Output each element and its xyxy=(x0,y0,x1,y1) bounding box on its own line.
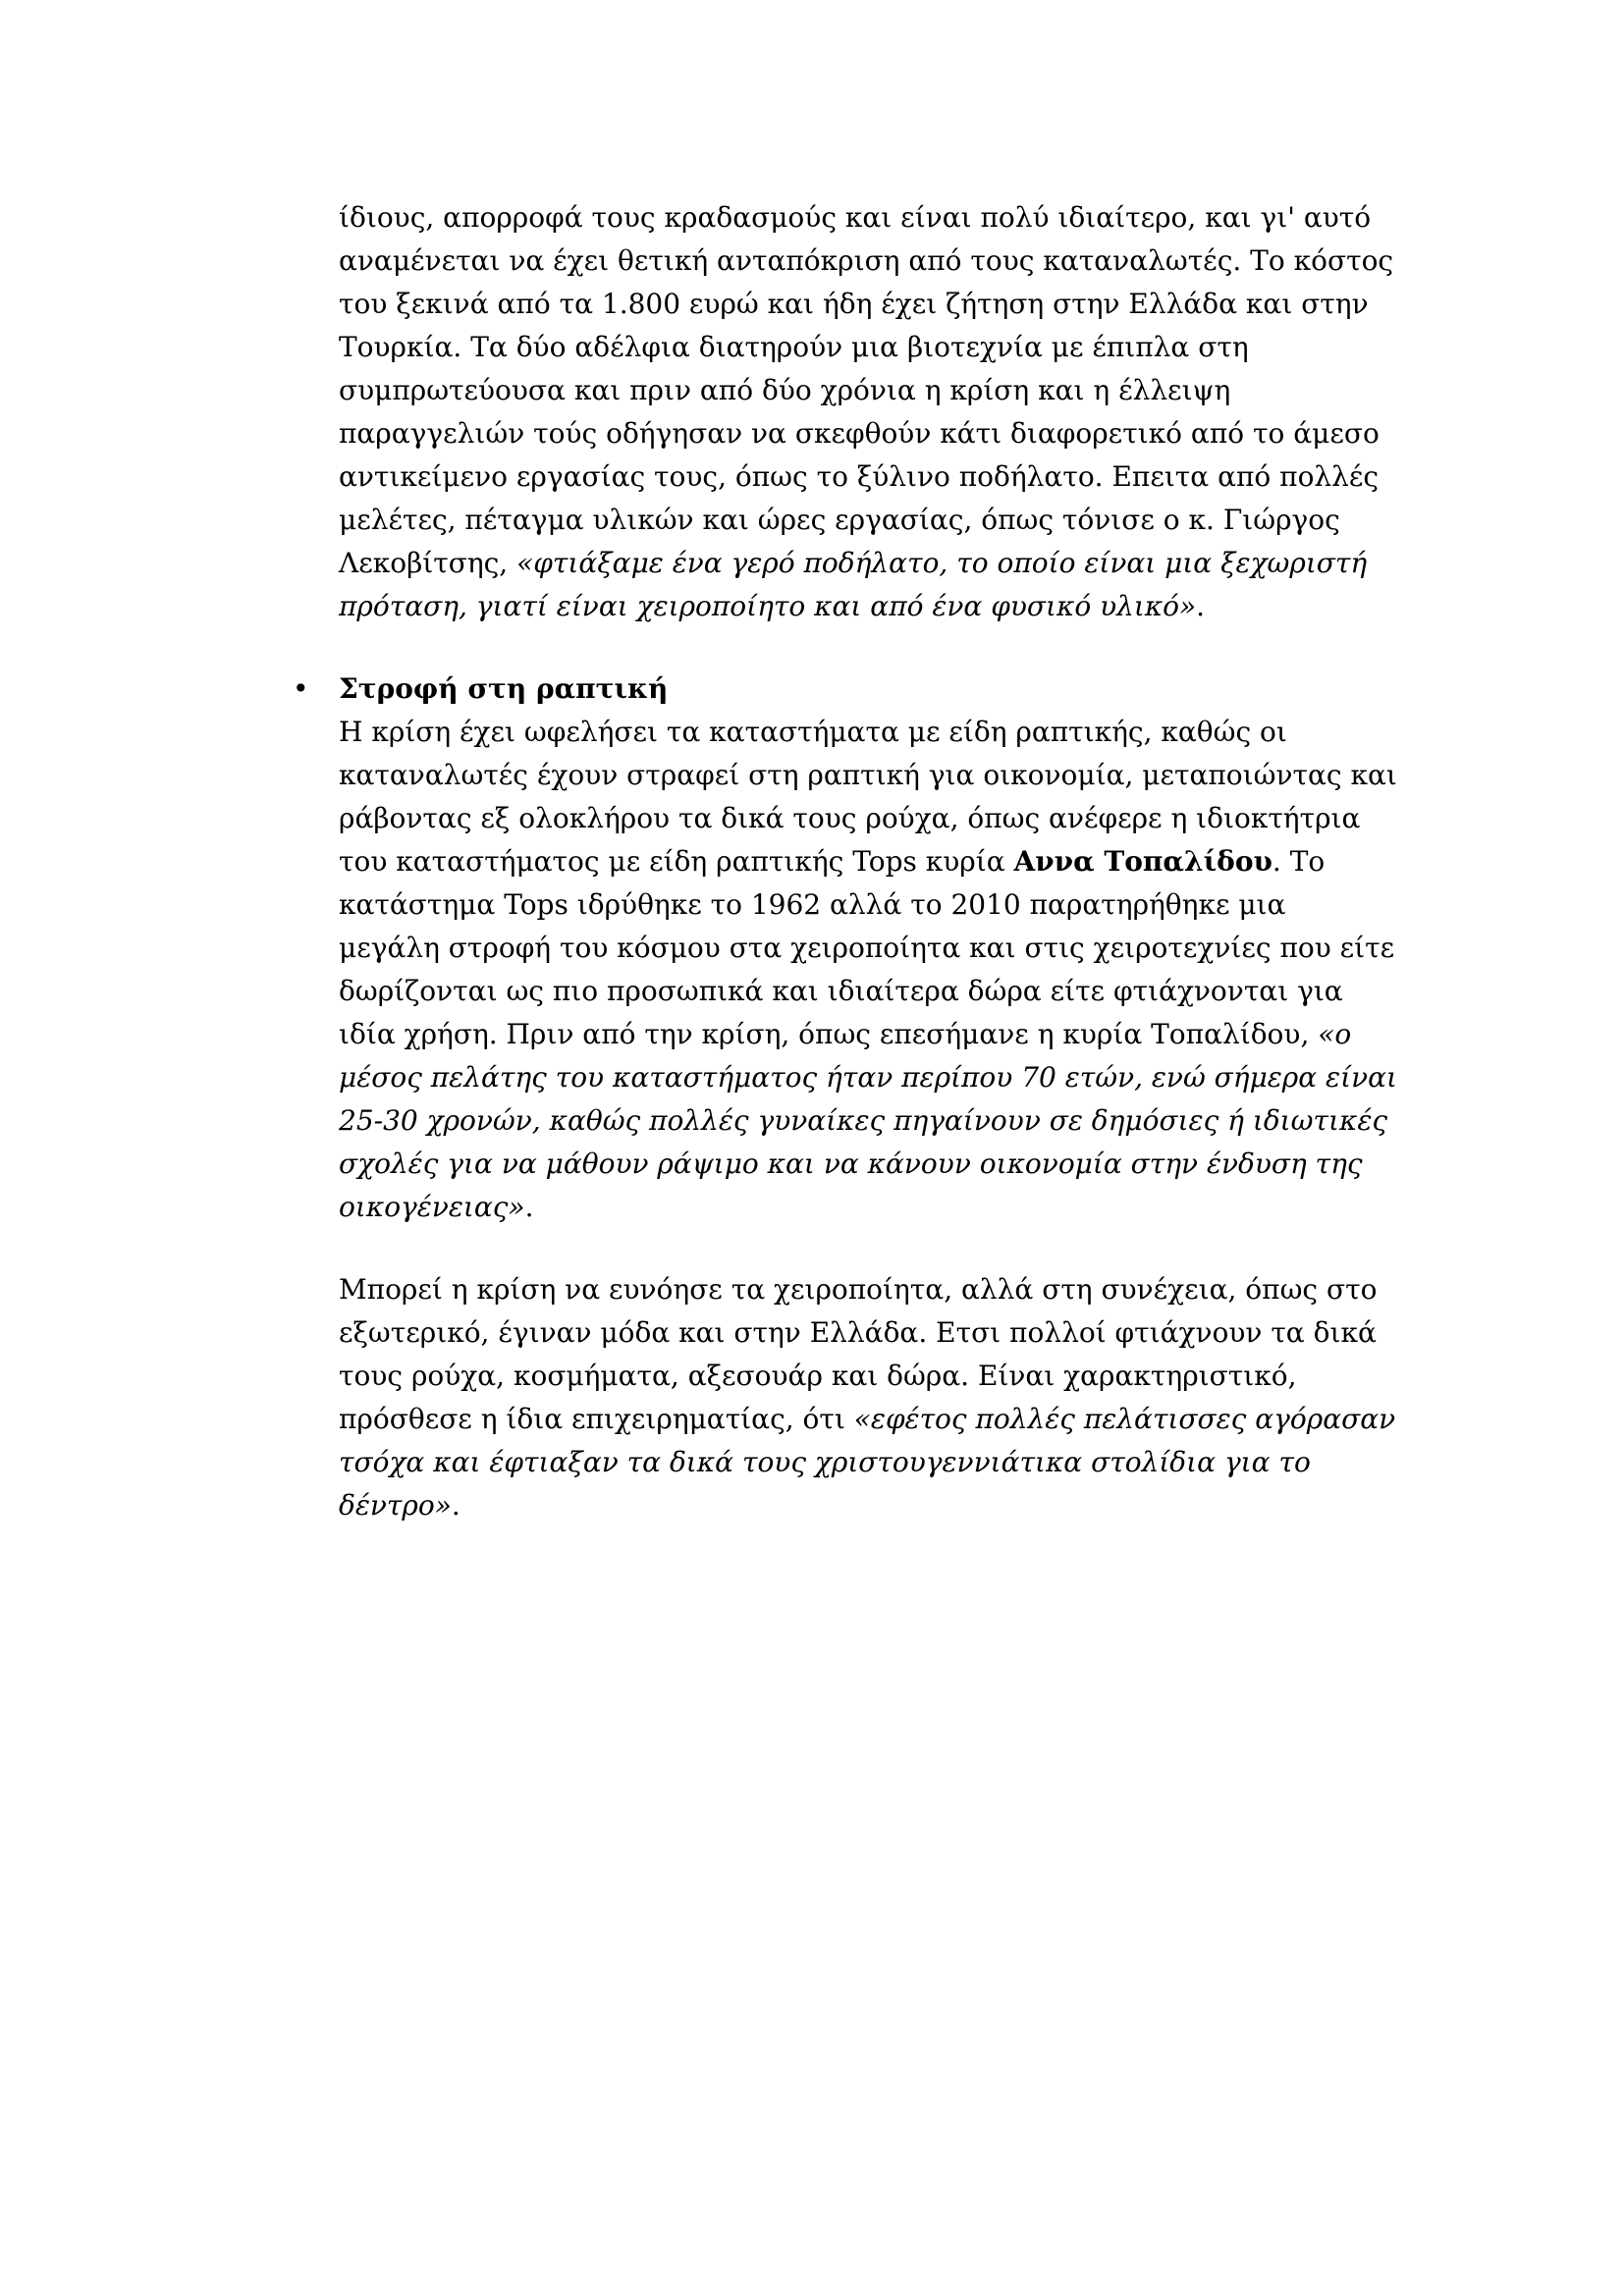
italic-text-run: δέντρο» xyxy=(339,1489,452,1522)
italic-text-run: «φτιάξαμε ένα γερό ποδήλατο, το οποίο είναι μια ξεχωριστή xyxy=(516,547,1368,579)
text-run: αντικείμενο εργασίας τους, όπως το ξύλινο ποδήλατο. Επειτα από πολλές xyxy=(339,460,1380,493)
text-line xyxy=(339,240,1404,283)
text-line xyxy=(339,1186,1404,1229)
bullet-icon: • xyxy=(293,672,309,705)
italic-text-run: τσόχα και έφτιαξαν τα δικά τους χριστουγεννιάτικα στολίδια για το xyxy=(339,1446,1311,1478)
text-line xyxy=(339,196,1404,240)
text-run: κατάστημα Tops ιδρύθηκε το 1962 αλλά το 2010 παρατηρήθηκε μια xyxy=(339,888,1286,921)
text-run: ίδιους, απορροφά τους κραδασμούς και είναι πολύ ιδιαίτερο, και γι' αυτό xyxy=(339,201,1372,234)
text-run: . xyxy=(451,1489,460,1522)
text-line xyxy=(339,412,1404,455)
text-line xyxy=(339,326,1404,369)
text-line xyxy=(339,797,1404,840)
text-line xyxy=(339,1143,1404,1186)
text-run: Λεκοβίτσης, xyxy=(339,547,517,579)
italic-text-run: οικογένειας» xyxy=(339,1191,525,1223)
italic-text-run: 25-30 χρονών, καθώς πολλές γυναίκες πηγαίνουν σε δημόσιες ή ιδιωτικές xyxy=(339,1104,1388,1137)
text-line xyxy=(339,927,1404,970)
bold-text-run: Στροφή στη ραπτική xyxy=(339,672,669,705)
text-line xyxy=(339,1484,1404,1527)
text-line xyxy=(339,1398,1404,1441)
text-run: του ξεκινά από τα 1.800 ευρώ και ήδη έχει ζήτηση στην Ελλάδα και στην xyxy=(339,288,1369,320)
text-line xyxy=(339,1013,1404,1056)
text-line xyxy=(339,1355,1404,1398)
text-run: μελέτες, πέταγμα υλικών και ώρες εργασίας, όπως τόνισε ο κ. Γιώργος xyxy=(339,504,1340,536)
text-line xyxy=(339,711,1404,754)
text-line xyxy=(339,1099,1404,1143)
text-run: του καταστήματος με είδη ραπτικής Tops κυρία xyxy=(339,845,1014,878)
italic-text-run: πρόταση, γιατί είναι χειροποίητο και από ένα φυσικό υλικό» xyxy=(339,590,1197,622)
text-run: ιδία χρήση. Πριν από την κρίση, όπως επεσήμανε η κυρία Τοπαλίδου, xyxy=(339,1018,1319,1050)
text-content xyxy=(293,196,1404,1527)
text-line xyxy=(339,883,1404,927)
text-run: Μπορεί η κρίση να ευνόησε τα χειροποίητα, αλλά στη συνέχεια, όπως στο xyxy=(339,1273,1378,1306)
text-run: Τουρκία. Τα δύο αδέλφια διατηρούν μια βιοτεχνία με έπιπλα στη xyxy=(339,331,1249,363)
text-line xyxy=(339,1268,1404,1311)
text-run: συμπρωτεύουσα και πριν από δύο χρόνια η κρίση και η έλλειψη xyxy=(339,374,1231,406)
text-line xyxy=(339,754,1404,797)
bold-text-run: Αννα Τοπαλίδου xyxy=(1013,845,1272,878)
text-run: εξωτερικό, έγιναν μόδα και στην Ελλάδα. Ετσι πολλοί φτιάχνουν τα δικά xyxy=(339,1316,1377,1349)
text-line xyxy=(339,283,1404,326)
text-line xyxy=(339,585,1404,628)
text-run: αναμένεται να έχει θετική ανταπόκριση από τους καταναλωτές. Το κόστος xyxy=(339,244,1394,277)
text-run: . xyxy=(1196,590,1206,622)
text-line xyxy=(339,970,1404,1013)
text-line xyxy=(339,1441,1404,1484)
text-run: μεγάλη στροφή του κόσμου στα χειροποίητα και στις χειροτεχνίες που είτε xyxy=(339,932,1395,964)
text-run: . xyxy=(524,1191,534,1223)
text-line xyxy=(339,455,1404,499)
italic-text-run: «εφέτος πολλές πελάτισσες αγόρασαν xyxy=(853,1403,1396,1435)
italic-text-run: σχολές για να μάθουν ράψιμο και να κάνουν οικονομία στην ένδυση της xyxy=(339,1148,1363,1180)
text-run: . Το xyxy=(1272,845,1326,878)
italic-text-run: «ο xyxy=(1318,1018,1352,1050)
italic-text-run: μέσος πελάτης του καταστήματος ήταν περίπου 70 ετών, ενώ σήμερα είναι xyxy=(339,1061,1397,1094)
text-run: παραγγελιών τούς οδήγησαν να σκεφθούν κάτι διαφορετικό από το άμεσο xyxy=(339,417,1380,450)
text-line xyxy=(339,1056,1404,1099)
paragraph-wooden-bicycle xyxy=(339,196,1404,628)
text-run: δωρίζονται ως πιο προσωπικά και ιδιαίτερα δώρα είτε φτιάχνονται για xyxy=(339,975,1343,1007)
text-run: καταναλωτές έχουν στραφεί στη ραπτική για οικονομία, μεταποιώντας και xyxy=(339,759,1397,791)
text-run: τους ρούχα, κοσμήματα, αξεσουάρ και δώρα. Είναι χαρακτηριστικό, xyxy=(339,1360,1297,1392)
bullet-item-sewing xyxy=(293,667,1404,1229)
text-run: ράβοντας εξ ολοκλήρου τα δικά τους ρούχα, όπως ανέφερε η ιδιοκτήτρια xyxy=(339,802,1361,834)
text-line xyxy=(339,1311,1404,1355)
text-line xyxy=(339,542,1404,585)
text-line xyxy=(339,499,1404,542)
text-run: πρόσθεσε η ίδια επιχειρηματίας, ότι xyxy=(339,1403,854,1435)
text-line xyxy=(339,840,1404,883)
text-run: Η κρίση έχει ωφελήσει τα καταστήματα με είδη ραπτικής, καθώς οι xyxy=(339,716,1287,748)
text-line xyxy=(339,667,1404,711)
text-line xyxy=(339,369,1404,412)
paragraph-handmade-trend xyxy=(339,1268,1404,1527)
